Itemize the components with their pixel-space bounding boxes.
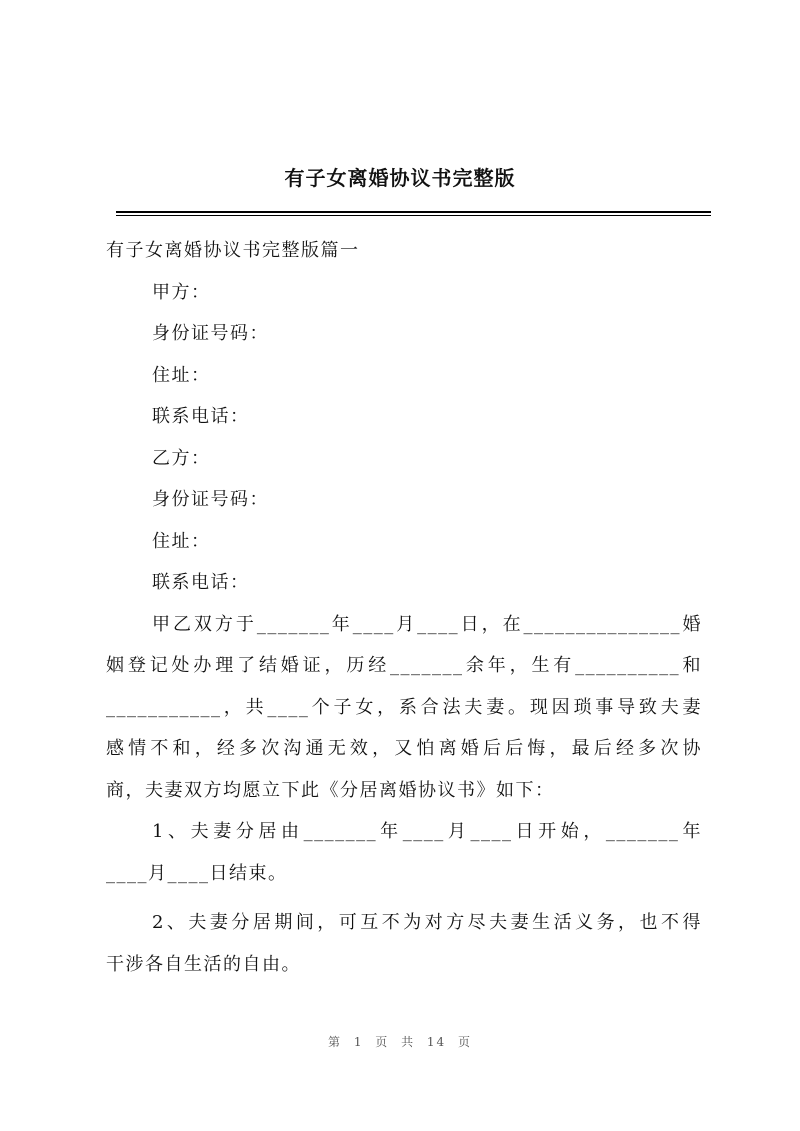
clause2-line: 干涉各自生活的自由。 [106,953,301,975]
section-heading: 有子女离婚协议书完整版篇一 [106,240,360,261]
title-rule-thick [116,211,711,213]
paragraph1-line: 甲乙双方于_______年____月____日，在_______________婚 [152,613,702,635]
paragraph1-line: ___________，共____个子女，系合法夫妻。现因琐事导致夫妻 [106,696,702,718]
party-a-address-label: 住址： [152,364,211,386]
party-b-address-label: 住址： [152,530,211,552]
page-footer: 第 1 页 共 14 页 [328,1035,472,1049]
party-a-label: 甲方： [152,281,211,303]
paragraph1-line: 感情不和，经多次沟通无效，又怕离婚后后悔，最后经多次协 [106,738,702,759]
party-b-id-label: 身份证号码： [152,489,269,510]
party-a-phone-label: 联系电话： [152,406,250,427]
title-rule-thin [116,215,711,216]
party-a-id-label: 身份证号码： [152,323,269,344]
party-b-phone-label: 联系电话： [152,572,250,593]
clause1-line: 1、夫妻分居由_______年____月____日开始，_______年 [152,821,702,842]
party-b-label: 乙方： [152,447,211,469]
document-body [106,230,702,985]
paragraph1-line: 姻登记处办理了结婚证，历经_______余年，生有__________和 [106,655,702,676]
paragraph1-line: 商，夫妻双方均愿立下此《分居离婚协议书》如下： [106,779,555,801]
clause1-line: ____月____日结束。 [106,862,288,884]
document-title: 有子女离婚协议书完整版 [284,166,516,190]
paragraph-gap [106,894,702,902]
clause2-line: 2、夫妻分居期间，可互不为对方尽夫妻生活义务，也不得 [152,912,702,933]
